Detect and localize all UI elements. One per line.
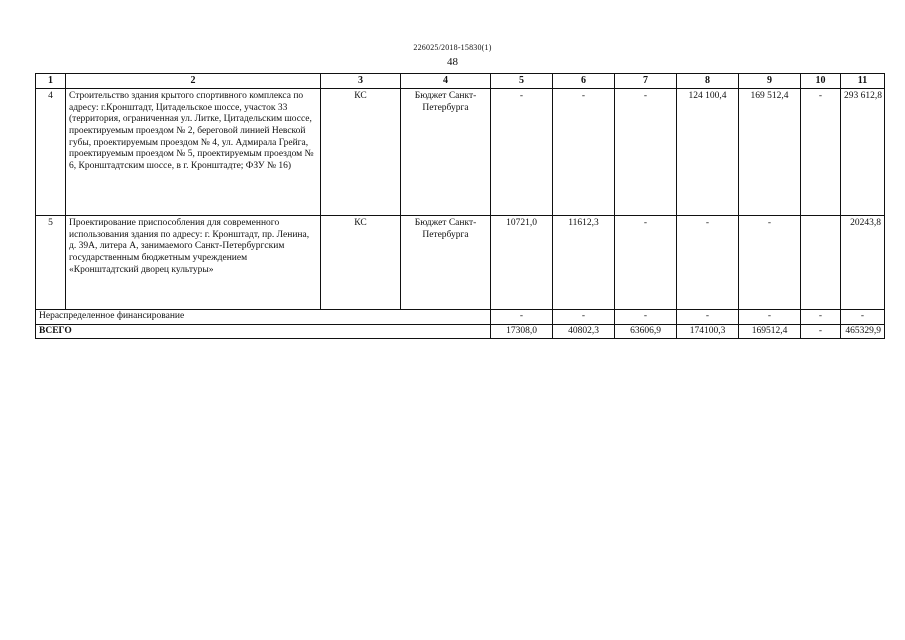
- cell-col-9: -: [739, 310, 801, 325]
- work-type: КС: [321, 216, 401, 310]
- cell-col-10: -: [801, 324, 841, 339]
- cell-col-7: -: [615, 216, 677, 310]
- header-col-10: 10: [801, 74, 841, 89]
- cell-col-11-total: -: [841, 310, 885, 325]
- table-row: [36, 89, 885, 216]
- cell-col-5: -: [491, 310, 553, 325]
- cell-col-6: 11612,3: [553, 216, 615, 310]
- cell-col-11-total: 20243,8: [841, 216, 885, 310]
- work-type: КС: [321, 89, 401, 216]
- cell-col-6: 40802,3: [553, 324, 615, 339]
- cell-col-5: -: [491, 89, 553, 216]
- page-number: 48: [447, 56, 458, 68]
- cell-col-5: 10721,0: [491, 216, 553, 310]
- header-col-4: 4: [401, 74, 491, 89]
- header-col-3: 3: [321, 74, 401, 89]
- header-col-9: 9: [739, 74, 801, 89]
- cell-col-10: -: [801, 310, 841, 325]
- cell-col-9: 169 512,4: [739, 89, 801, 216]
- cell-col-11-total: 465329,9: [841, 324, 885, 339]
- grand-total-row: [36, 324, 885, 339]
- cell-col-8: -: [677, 310, 739, 325]
- header-row: [36, 74, 885, 89]
- unallocated-label: Нераспределенное финансирование: [36, 310, 491, 325]
- budget-table: [35, 73, 885, 339]
- row-number: 4: [36, 89, 66, 216]
- cell-col-9: -: [739, 216, 801, 310]
- object-description: Строительство здания крытого спортивного комплекса по адресу: г.Кронштадт, Цитадельское шоссе, участок 33 (территория, ограниченная ул. Литке, Цитадельским шоссе, проектируемым проездом № 2, береговой линией Невской губы, проектируемым проездом № 4, ул. Адмирала Грейга, проектируемым проездом № 5, проектируемым проездом № 6, Кронштадтским шоссе, в г. Кронштадте; ФЗУ № 16): [66, 89, 321, 216]
- cell-col-8: 124 100,4: [677, 89, 739, 216]
- funding-source: Бюджет Санкт-Петербурга: [401, 216, 491, 310]
- cell-col-7: 63606,9: [615, 324, 677, 339]
- cell-col-8: 174100,3: [677, 324, 739, 339]
- header-col-2: 2: [66, 74, 321, 89]
- cell-col-6: -: [553, 310, 615, 325]
- header-col-6: 6: [553, 74, 615, 89]
- cell-col-8: -: [677, 216, 739, 310]
- document-registration-number: 226025/2018-15830(1): [413, 43, 492, 52]
- header-col-8: 8: [677, 74, 739, 89]
- table-row: [36, 216, 885, 310]
- row-number: 5: [36, 216, 66, 310]
- grand-total-label: ВСЕГО: [36, 324, 491, 339]
- cell-col-10: -: [801, 89, 841, 216]
- unallocated-financing-row: [36, 310, 885, 325]
- cell-col-11-total: 293 612,8: [841, 89, 885, 216]
- cell-col-5: 17308,0: [491, 324, 553, 339]
- header-col-1: 1: [36, 74, 66, 89]
- header-col-5: 5: [491, 74, 553, 89]
- header-col-11: 11: [841, 74, 885, 89]
- funding-source: Бюджет Санкт-Петербурга: [401, 89, 491, 216]
- cell-col-6: -: [553, 89, 615, 216]
- cell-col-7: -: [615, 310, 677, 325]
- header-col-7: 7: [615, 74, 677, 89]
- cell-col-9: 169512,4: [739, 324, 801, 339]
- object-description: Проектирование приспособления для современного использования здания по адресу: г. Кронштадт, пр. Ленина, д. 39А, литера А, занимаемого Санкт-Петербургским государственным бюджетным учреждением «Кронштадтский дворец культуры»: [66, 216, 321, 310]
- cell-col-7: -: [615, 89, 677, 216]
- cell-col-10: [801, 216, 841, 310]
